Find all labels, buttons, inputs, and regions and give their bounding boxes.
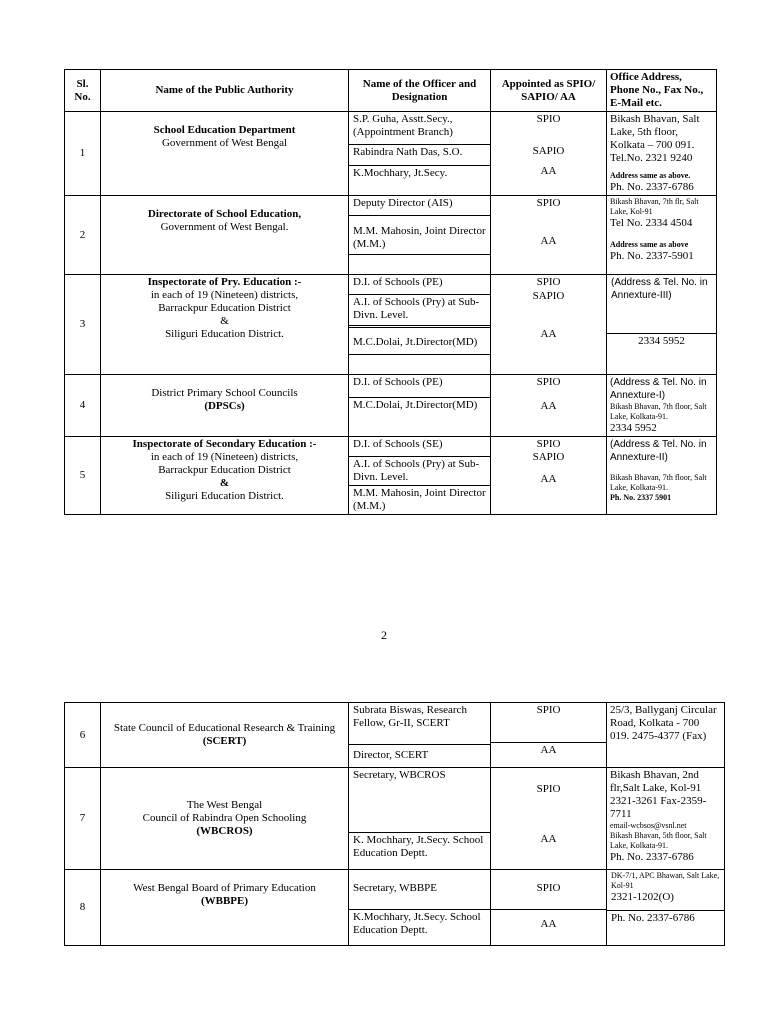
authority-line: in each of 19 (Nineteen) districts, <box>150 289 299 301</box>
officer-item: M.M. Mahosin, Joint Director (M.M.) <box>349 216 490 255</box>
authority-name: Inspectorate of Pry. Education :- <box>147 276 302 288</box>
authority-cell <box>101 375 349 437</box>
address-cell <box>607 703 725 768</box>
authority-name: (DPSCs) <box>204 400 245 412</box>
address-cell <box>607 275 717 375</box>
header-appointed: Appointed as SPIO/ SAPIO/ AA <box>491 70 607 112</box>
address-text: (Address & Tel. No. in Annexture-III) <box>607 275 716 334</box>
address-phone: Ph. No. 2337-6786 <box>611 912 695 924</box>
officer-cell <box>349 703 491 768</box>
address-email: email-wcbsos@vsnl.net <box>610 821 687 830</box>
address-phone: 2334 5952 <box>610 422 657 434</box>
address-small: Bikash Bhavan, 7th flr, Salt Lake, Kol-91 <box>610 197 699 216</box>
address-small: DK-7/1, APC Bhawan, Salt Lake, Kol-91 <box>611 871 720 890</box>
officer-item: K.Mochhary, Jt.Secy. <box>353 167 448 179</box>
sl-cell: 6 <box>65 703 101 768</box>
authority-line: Barrackpur Education District <box>158 302 291 314</box>
officers-table-2 <box>64 702 725 946</box>
officer-item: K.Mochhary, Jt.Secy. School Education Deptt. <box>353 911 481 936</box>
officer-item <box>349 355 490 374</box>
table-row <box>65 375 717 437</box>
role-item: SAPIO <box>532 290 565 302</box>
officer-item <box>349 255 490 274</box>
address-text: (Address & Tel. No. in Annexture-I) <box>610 377 707 401</box>
role-item: SAPIO <box>532 451 565 463</box>
address-phone: Ph. No. 2337-5901 <box>610 250 694 262</box>
role-item: SPIO <box>536 438 561 450</box>
authority-name: School Education Department <box>153 124 296 136</box>
officer-item: Secretary, WBBPE <box>349 870 490 910</box>
authority-line: in each of 19 (Nineteen) districts, <box>150 451 299 463</box>
role-item: SPIO <box>491 703 606 743</box>
role-item: AA <box>540 328 557 340</box>
authority-cell <box>101 112 349 196</box>
officer-item: M.M. Mahosin, Joint Director (M.M.) <box>353 487 486 512</box>
authority-line: Siliguri Education District. <box>165 328 284 340</box>
authority-line: State Council of Educational Research & Training <box>113 722 336 734</box>
authority-name: (WBBPE) <box>200 895 249 907</box>
authority-line: Government of West Bengal <box>161 137 288 149</box>
authority-line: West Bengal Board of Primary Education <box>133 882 316 894</box>
role-item: SAPIO <box>532 145 565 157</box>
officer-item: Deputy Director (AIS) <box>349 196 490 216</box>
role-cell <box>491 768 607 870</box>
sl-cell: 7 <box>65 768 101 870</box>
officer-cell <box>349 870 491 946</box>
role-cell <box>491 196 607 275</box>
officer-item: A.I. of Schools (Pry) at Sub-Divn. Level. <box>349 295 490 328</box>
role-item: AA <box>540 918 557 930</box>
address-text: Tel No. 2334 4504 <box>610 217 693 229</box>
address-text: 25/3, Ballyganj Circular Road, Kolkata - 700 019. 2475-4377 (Fax) <box>610 704 717 742</box>
officer-item: Director, SCERT <box>353 749 429 761</box>
officer-item: A.I. of Schools (Pry) at Sub-Divn. Level. <box>349 457 490 486</box>
authority-line: Siliguri Education District. <box>165 490 284 502</box>
table-row <box>65 437 717 515</box>
authority-name: (SCERT) <box>202 735 247 747</box>
role-item: AA <box>540 744 557 756</box>
table-row <box>65 112 717 196</box>
officer-item: D.I. of Schools (SE) <box>349 437 490 457</box>
page-number: 2 <box>381 628 387 642</box>
role-item: SPIO <box>536 113 561 125</box>
role-item: SPIO <box>536 376 561 388</box>
address-cell <box>607 196 717 275</box>
authority-cell <box>101 437 349 515</box>
role-item: AA <box>540 473 557 485</box>
authority-line: The West Bengal <box>186 799 263 811</box>
header-officer: Name of the Officer and Designation <box>349 70 491 112</box>
authority-name: (WBCROS) <box>196 825 253 837</box>
table-row <box>65 768 725 870</box>
table-row <box>65 870 725 946</box>
sl-cell: 3 <box>65 275 101 375</box>
officer-cell <box>349 275 491 375</box>
authority-cell <box>101 275 349 375</box>
address-cell <box>607 768 725 870</box>
role-cell <box>491 112 607 196</box>
officer-item: D.I. of Schools (PE) <box>349 275 490 295</box>
table-row <box>65 703 725 768</box>
officer-cell <box>349 112 491 196</box>
role-item: SPIO <box>536 276 561 288</box>
sl-cell: 5 <box>65 437 101 515</box>
officer-item: Secretary, WBCROS <box>349 768 490 833</box>
officer-item: K. Mochhary, Jt.Secy. School Education Deptt. <box>353 834 484 859</box>
officer-item: M.C.Dolai, Jt.Director(MD) <box>349 328 490 355</box>
role-item: AA <box>540 165 557 177</box>
role-item: SPIO <box>491 870 606 910</box>
role-cell <box>491 275 607 375</box>
role-item: AA <box>540 833 557 845</box>
header-sl: Sl. No. <box>65 70 101 112</box>
header-authority: Name of the Public Authority <box>101 70 349 112</box>
authority-name: Directorate of School Education, <box>147 208 302 220</box>
officer-cell <box>349 768 491 870</box>
address-text: (Address & Tel. No. in Annexture-II) <box>610 439 707 463</box>
table-row <box>65 196 717 275</box>
address-cell <box>607 375 717 437</box>
officer-item: Rabindra Nath Das, S.O. <box>349 145 490 166</box>
address-text: Bikash Bhavan, Salt Lake, 5th floor, Kolkata – 700 091. Tel.No. 2321 9240 <box>610 113 700 164</box>
address-cell <box>607 112 717 196</box>
officers-table-1 <box>64 69 717 515</box>
role-item: AA <box>540 400 557 412</box>
officer-item: D.I. of Schools (PE) <box>349 375 490 398</box>
authority-line: & <box>219 477 230 489</box>
officer-item: Subrata Biswas, Research Fellow, Gr-II, SCERT <box>349 703 490 745</box>
address-phone: Ph. No. 2337-6786 <box>610 181 694 193</box>
address-small: Bikash Bhavan, 5th floor, Salt Lake, Kolkata-91. <box>610 831 707 850</box>
sl-cell: 4 <box>65 375 101 437</box>
role-cell <box>491 375 607 437</box>
table-row <box>65 275 717 375</box>
address-small: Bikash Bhavan, 7th floor, Salt Lake, Kolkata-91. <box>610 473 707 492</box>
authority-cell <box>101 703 349 768</box>
address-cell <box>607 437 717 515</box>
authority-name: Inspectorate of Secondary Education :- <box>132 438 317 450</box>
sl-cell: 8 <box>65 870 101 946</box>
address-note: Address same as above <box>610 240 689 249</box>
officer-item: M.C.Dolai, Jt.Director(MD) <box>353 399 478 411</box>
role-cell <box>491 870 607 946</box>
address-cell <box>607 870 725 946</box>
officer-cell <box>349 437 491 515</box>
role-cell <box>491 703 607 768</box>
sl-cell: 2 <box>65 196 101 275</box>
address-phone: 2334 5952 <box>638 335 685 347</box>
authority-line: & <box>220 315 229 327</box>
authority-cell <box>101 768 349 870</box>
header-office: Office Address, Phone No., Fax No., E-Mail etc. <box>607 70 717 112</box>
sl-cell: 1 <box>65 112 101 196</box>
address-block <box>607 870 724 911</box>
authority-line: District Primary School Councils <box>151 387 298 399</box>
address-note: Address same as above. <box>610 171 691 180</box>
role-item: SPIO <box>536 783 561 795</box>
address-small: Bikash Bhavan, 7th floor, Salt Lake, Kolkata-91. <box>610 402 707 421</box>
address-phone: Ph. No. 2337-6786 <box>610 851 694 863</box>
address-phone: Ph. No. 2337 5901 <box>610 493 672 502</box>
authority-line: Government of West Bengal. <box>160 221 289 233</box>
officer-item: S.P. Guha, Asstt.Secy., (Appointment Branch) <box>349 112 490 145</box>
address-text: Bikash Bhavan, 2nd flr,Salt Lake, Kol-91 2321-3261 Fax-2359-7711 <box>610 769 707 820</box>
authority-cell <box>101 870 349 946</box>
authority-cell <box>101 196 349 275</box>
address-text: 2321-1202(O) <box>611 891 674 903</box>
authority-line: Barrackpur Education District <box>158 464 291 476</box>
officer-cell <box>349 375 491 437</box>
officer-cell <box>349 196 491 275</box>
role-cell <box>491 437 607 515</box>
role-item: AA <box>540 235 557 247</box>
authority-line: Council of Rabindra Open Schooling <box>142 812 307 824</box>
role-item: SPIO <box>536 197 561 209</box>
